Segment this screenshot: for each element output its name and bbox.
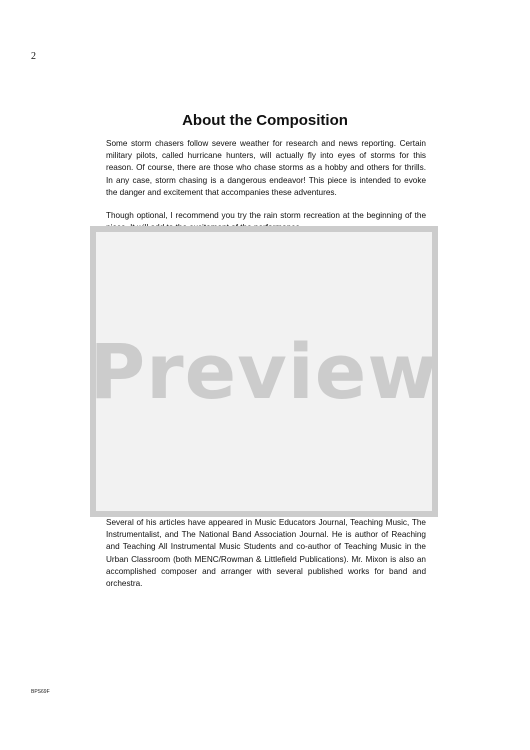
footer-code: BPS69F <box>31 689 50 695</box>
paragraph-bio: Several of his articles have appeared in Music Educators Journal, Teaching Music, The Instrumentalist, and The National Band Association Journal. He is author of Reaching and Teaching All Instrumental Music Students and co-author of Teaching Music in the Urban Classroom (both MENC/Rowman & Littlefield Publications). Mr. Mixon is also an accomplished composer and arranger with several published works for band and orchestra. <box>106 518 426 589</box>
page-title: About the Composition <box>182 112 348 129</box>
paragraph-intro: Some storm chasers follow severe weather for research and news reporting. Certain military pilots, called hurricane hunters, will actually fly into eyes of storms for this reason. Of course, there are those who chase storms as a hobby and others for thrills. In any case, storm chasing is a dangerous endeavor! This piece is intended to evoke the danger and excitement that accompanies these adventures. <box>106 139 426 197</box>
preview-watermark: Preview <box>89 327 439 416</box>
paragraph-rainstorm: Though optional, I recommend you try the rain storm recreation at the beginning of the <box>106 211 426 220</box>
preview-overlay <box>90 226 438 517</box>
page-number: 2 <box>31 51 36 62</box>
